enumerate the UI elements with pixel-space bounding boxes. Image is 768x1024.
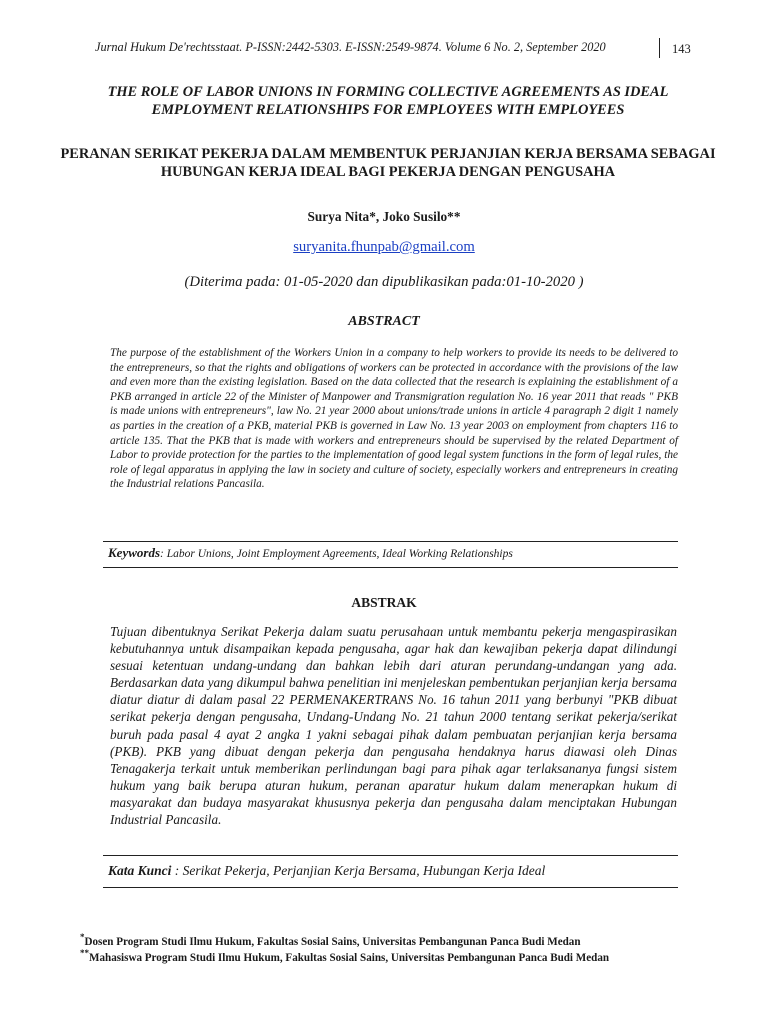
abstract-text: The purpose of the establishment of the Workers Union in a company to help workers to provide its needs to be delivered to the entrepreneurs, so that the rights and obligations of workers can be protected in accordance with the provisions of the law and even more than the existing legislation. Based on the data collected that the research is explaining the establishment of a PKB arranged in article 22 of the Minister of Manpower and Transmigration regulation No. 16 year 2011 that reads " PKB is made unions with entrepreneurs", law No. 21 year 2000 about unions/trade unions in article 4 paragraph 2 digit 1 namely as parties in the creation of a PKB, material PKB is governed in Law No. 13 year 2003 on employment from chapters 116 to article 135. That the PKB that is made with workers and entrepreneurs should be supervised by the related Department of Labor to provide protection for the parties to the implementation of good legal system functions in the form of legal rules, the role of legal apparatus in applying the law in society and culture of society, especially workers and entrepreneurs in creating the Industrial relations Pancasila. — [110, 347, 678, 491]
footnote-2-text: Mahasiswa Program Studi Ilmu Hukum, Fakultas Sosial Sains, Universitas Pembangunan Panca Budi Medan — [89, 952, 610, 964]
running-header — [0, 40, 768, 64]
footnote-1 — [80, 932, 581, 948]
title-indonesian: PERANAN SERIKAT PEKERJA DALAM MEMBENTUK PERJANJIAN KERJA BERSAMA SEBAGAI HUBUNGAN KERJA IDEAL BAGI PEKERJA DENGAN PENGUSAHA — [60, 146, 716, 180]
keywords-bottom-rule — [103, 567, 678, 568]
kata-kunci — [108, 863, 545, 879]
footnote-1-text: Dosen Program Studi Ilmu Hukum, Fakultas Sosial Sains, Universitas Pembangunan Panca Budi Medan — [84, 936, 581, 948]
keywords-top-rule — [103, 541, 678, 542]
abstrak-text: Tujuan dibentuknya Serikat Pekerja dalam suatu perusahaan untuk membantu pekerja mengaspirasikan kebutuhannya untuk disampaikan kepada pengusaha, agar hak dan kewajiban pekerja dapat dilindungi sesuai ketentuan undang-undang dan bahkan lebih dari aturan perundang-undangan yang ada. Berdasarkan data yang dikumpul bahwa penelitian ini menjeleskan pembentukan perjanjian kerja bersama diatur diatur di dalam pasal 22 PERMENAKERTRANS No. 16 tahun 2011 yang berbunyi "PKB dibuat serikat pekerja dengan pengusaha, Undang-Undang No. 21 tahun 2000 tentang serikat pekerja/serikat buruh pada pasal 4 ayat 2 angka 1 yakni sebagai pihak dalam pembuatan perjanjian kerja bersama (PKB). PKB yang dibuat dengan pekerja dan pengusaha hendaknya harus diawasi oleh Dinas Tenagakerja terkait untuk memberikan perlindungan bagi para pihak agar terlaksananya fungsi sistem hukum yang baik berupa aturan hukum, peranan aparatur hukum dalam menerapkan hukum di masyarakat dan budaya masyarakat khususnya pekerja dan pengusaha dalam menciptakan Hubungan Industrial Pancasila. — [110, 624, 677, 828]
footnote-1-mark: * — [80, 932, 85, 942]
abstract-heading: ABSTRACT — [348, 314, 420, 329]
authors: Surya Nita*, Joko Susilo** — [307, 209, 461, 224]
page-number: 143 — [672, 42, 691, 56]
footnote-2 — [80, 948, 609, 964]
kata-kunci-bottom-rule — [103, 887, 678, 888]
received-dates: (Diterima pada: 01-05-2020 dan dipublikasikan pada:01-10-2020 ) — [184, 274, 584, 290]
keywords-label: Keywords — [108, 545, 160, 560]
footnote-2-mark: ** — [80, 948, 89, 958]
kata-kunci-label: Kata Kunci — [108, 863, 172, 878]
title-english: THE ROLE OF LABOR UNIONS IN FORMING COLLECTIVE AGREEMENTS AS IDEAL EMPLOYMENT RELATIONSHIPS FOR EMPLOYEES WITH EMPLOYEES — [107, 84, 669, 118]
journal-citation: Jurnal Hukum De'rechtsstaat. P-ISSN:2442-5303. E-ISSN:2549-9874. Volume 6 No. 2, September 2020 — [95, 40, 606, 54]
header-divider — [659, 38, 660, 58]
keywords — [108, 545, 513, 561]
kata-kunci-value: : Serikat Pekerja, Perjanjian Kerja Bersama, Hubungan Kerja Ideal — [171, 863, 546, 878]
abstrak-heading: ABSTRAK — [351, 595, 417, 610]
keywords-value: : Labor Unions, Joint Employment Agreements, Ideal Working Relationships — [160, 548, 513, 560]
kata-kunci-top-rule — [103, 855, 678, 856]
author-email-link[interactable]: suryanita.fhunpab@gmail.com — [293, 239, 475, 255]
